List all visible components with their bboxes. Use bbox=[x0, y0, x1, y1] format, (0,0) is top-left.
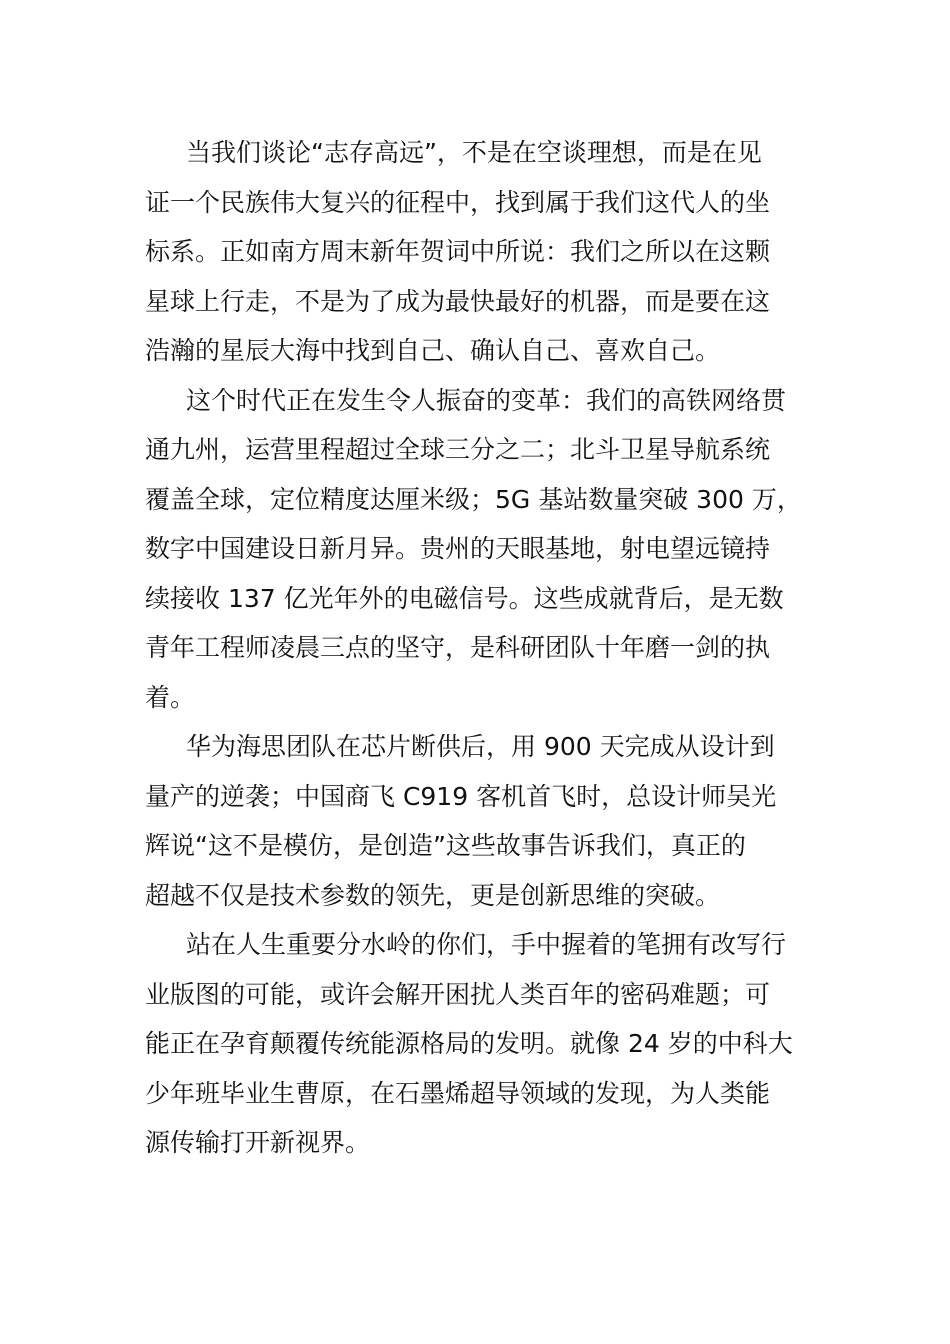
paragraph-line: 通九州，运营里程超过全球三分之二；北斗卫星导航系统 bbox=[145, 435, 771, 464]
paragraph-line: 星球上行走，不是为了成为最快最好的机器，而是要在这 bbox=[145, 286, 771, 316]
document-body bbox=[145, 128, 807, 1168]
paragraph-line: 这个时代正在发生令人振奋的变革：我们的高铁网络贯 bbox=[186, 385, 787, 415]
paragraph-line: 超越不仅是技术参数的领先，更是创新思维的突破。 bbox=[145, 880, 721, 910]
paragraph-line: 覆盖全球，定位精度达厘米级；5G 基站数量突破 300 万， bbox=[145, 484, 802, 514]
paragraph-line: 业版图的可能，或许会解开困扰人类百年的密码难题；可 bbox=[145, 979, 771, 1009]
paragraph-line: 证一个民族伟大复兴的征程中，找到属于我们这代人的坐 bbox=[145, 187, 771, 217]
paragraph-line: 着。 bbox=[145, 682, 196, 712]
paragraph-4 bbox=[145, 920, 807, 1168]
paragraph-line: 浩瀚的星辰大海中找到自己、确认自己、喜欢自己。 bbox=[145, 336, 721, 365]
paragraph-line: 数字中国建设日新月异。贵州的天眼基地，射电望远镜持 bbox=[145, 534, 771, 563]
paragraph-line: 标系。正如南方周末新年贺词中所说：我们之所以在这颗 bbox=[145, 237, 771, 266]
paragraph-line: 当我们谈论“志存高远”，不是在空谈理想，而是在见 bbox=[186, 138, 762, 167]
paragraph-line: 源传输打开新视界。 bbox=[145, 1128, 371, 1157]
paragraph-line: 续接收 137 亿光年外的电磁信号。这些成就背后，是无数 bbox=[145, 583, 784, 613]
paragraph-line: 青年工程师凌晨三点的坚守，是科研团队十年磨一剑的执 bbox=[145, 633, 771, 662]
paragraph-2 bbox=[145, 376, 807, 723]
paragraph-1 bbox=[145, 128, 807, 376]
paragraph-3 bbox=[145, 722, 807, 920]
paragraph-line: 量产的逆袭；中国商飞 C919 客机首飞时，总设计师吴光 bbox=[145, 781, 777, 811]
paragraph-line: 少年班毕业生曹原，在石墨烯超导领域的发现，为人类能 bbox=[145, 1078, 771, 1108]
paragraph-line: 华为海思团队在芯片断供后，用 900 天完成从设计到 bbox=[186, 732, 775, 761]
paragraph-line: 辉说“这不是模仿，是创造”这些故事告诉我们，真正的 bbox=[145, 831, 746, 860]
paragraph-line: 站在人生重要分水岭的你们，手中握着的笔拥有改写行 bbox=[186, 930, 787, 959]
paragraph-line: 能正在孕育颠覆传统能源格局的发明。就像 24 岁的中科大 bbox=[145, 1029, 793, 1058]
